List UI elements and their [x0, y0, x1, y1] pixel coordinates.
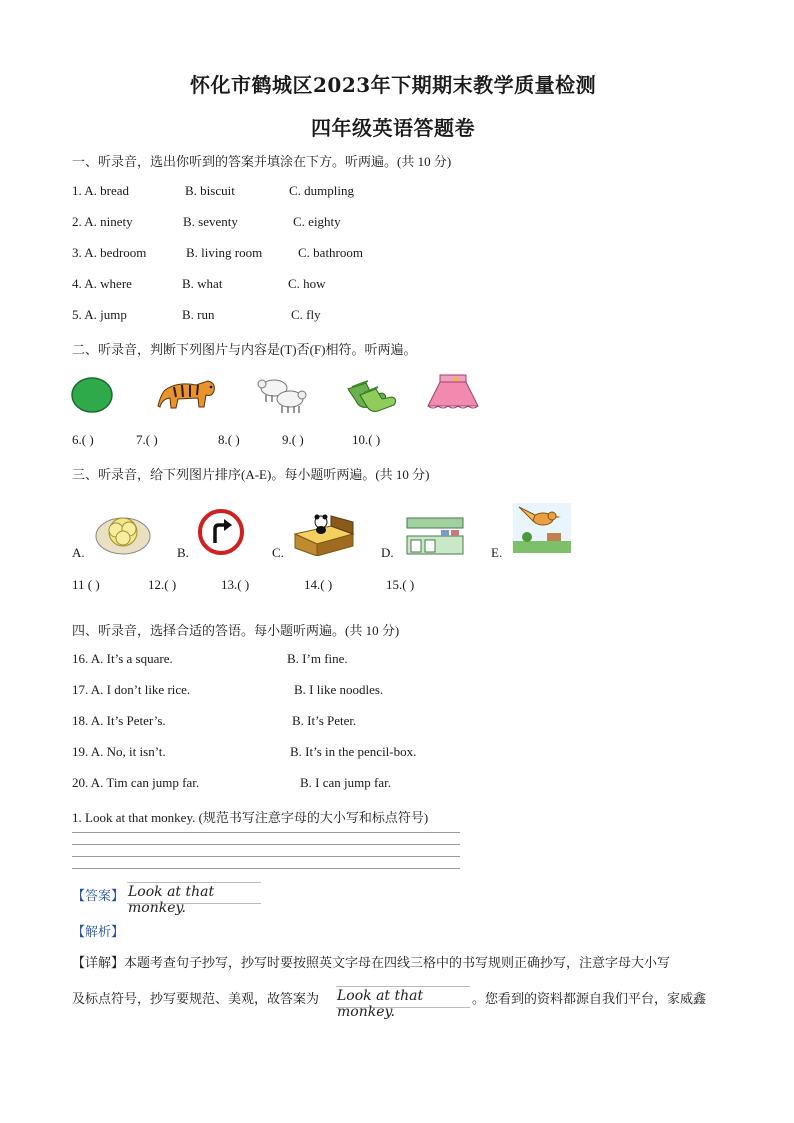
blank-10[interactable]: 10.( ): [352, 432, 381, 447]
list-item-option-b: B. what: [182, 276, 223, 291]
copy-question: 1. Look at that monkey. (规范书写注意字母的大小写和标点符号): [72, 810, 429, 825]
list-item: 20. A. Tim can jump far.: [72, 775, 200, 790]
skirt-icon: [426, 372, 482, 412]
sheep-icon: [256, 372, 308, 414]
writing-line: [72, 844, 460, 845]
list-item: 19. A. No, it isn’t.: [72, 744, 166, 759]
picture-label-c: C.: [272, 545, 284, 560]
blank-14[interactable]: 14.( ): [304, 577, 333, 592]
list-item-option-c: C. dumpling: [289, 183, 355, 198]
list-item: 17. A. I don’t like rice.: [72, 682, 191, 697]
writing-line: [72, 832, 460, 833]
section3-heading: 三、听录音，给下列图片排序(A-E)。每小题听两遍。(共 10 分): [72, 467, 430, 482]
answer-box: [127, 882, 261, 916]
green-circle-icon: [70, 376, 114, 414]
kitchen-icon: [405, 516, 465, 556]
list-item: 18. A. It’s Peter’s.: [72, 713, 166, 728]
list-item-option-b: B. I can jump far.: [300, 775, 391, 790]
blank-12[interactable]: 12.( ): [148, 577, 177, 592]
socks-icon: [342, 375, 398, 415]
detail-answer-box: [336, 986, 470, 1020]
cabbage-icon: [94, 510, 152, 556]
answer-text: Look at that monkey.: [128, 884, 215, 916]
answer-label: 【答案】: [72, 888, 125, 903]
blank-15[interactable]: 15.( ): [386, 577, 415, 592]
detail-line-2-tail: 。您看到的资料都源自我们平台，家威鑫: [472, 991, 707, 1006]
detail-label: 【详解】: [72, 955, 125, 970]
page-title: 怀化市鹤城区2023年下期期末教学质量检测: [190, 73, 597, 97]
detail-line-1: 【详解】本题考查句子抄写，抄写时要按照英文字母在四线三格中的书写规则正确抄写，注意字母大小写: [72, 955, 671, 970]
blank-7[interactable]: 7.( ): [136, 432, 158, 447]
turn-right-sign-icon: [198, 509, 244, 555]
list-item-option-b: B. I’m fine.: [287, 651, 348, 666]
list-item-option-b: B. It’s in the pencil-box.: [290, 744, 417, 759]
section2-heading: 二、听录音，判断下列图片与内容是(T)否(F)相符。听两遍。: [72, 342, 417, 357]
list-item: 3. A. bedroom: [72, 245, 147, 260]
list-item-option-c: C. how: [288, 276, 326, 291]
picture-label-b: B.: [177, 545, 189, 560]
blank-13[interactable]: 13.( ): [221, 577, 250, 592]
page-subtitle: 四年级英语答题卷: [311, 116, 475, 140]
blank-6[interactable]: 6.( ): [72, 432, 94, 447]
list-item-option-b: B. biscuit: [185, 183, 235, 198]
detail-answer-text: Look at that monkey.: [337, 988, 424, 1020]
analysis-label: 【解析】: [72, 924, 125, 939]
list-item-option-b: B. I like noodles.: [294, 682, 384, 697]
list-item-option-c: C. fly: [291, 307, 321, 322]
list-item-option-b: B. run: [182, 307, 215, 322]
list-item: 1. A. bread: [72, 183, 130, 198]
blank-8[interactable]: 8.( ): [218, 432, 240, 447]
picture-label-a: A.: [72, 545, 85, 560]
writing-line: [72, 856, 460, 857]
writing-line: [72, 868, 460, 869]
picture-label-d: D.: [381, 545, 394, 560]
blank-9[interactable]: 9.( ): [282, 432, 304, 447]
blank-11[interactable]: 11 ( ): [72, 577, 100, 592]
list-item: 5. A. jump: [72, 307, 127, 322]
list-item: 16. A. It’s a square.: [72, 651, 173, 666]
list-item-option-b: B. living room: [186, 245, 263, 260]
section1-heading: 一、听录音，选出你听到的答案并填涂在下方。听两遍。(共 10 分): [72, 154, 452, 169]
list-item-option-c: C. eighty: [293, 214, 341, 229]
bird-flying-icon: [513, 503, 571, 553]
list-item: 2. A. ninety: [72, 214, 133, 229]
detail-line-2: 及标点符号，抄写要规范、美观，故答案为: [72, 991, 320, 1006]
list-item-option-c: C. bathroom: [298, 245, 363, 260]
list-item-option-b: B. seventy: [183, 214, 238, 229]
tiger-icon: [156, 373, 220, 413]
section4-heading: 四、听录音，选择合适的答语。每小题听两遍。(共 10 分): [72, 623, 400, 638]
bed-with-panda-icon: [291, 510, 357, 556]
picture-label-e: E.: [491, 545, 503, 560]
list-item-option-b: B. It’s Peter.: [292, 713, 357, 728]
list-item: 4. A. where: [72, 276, 132, 291]
